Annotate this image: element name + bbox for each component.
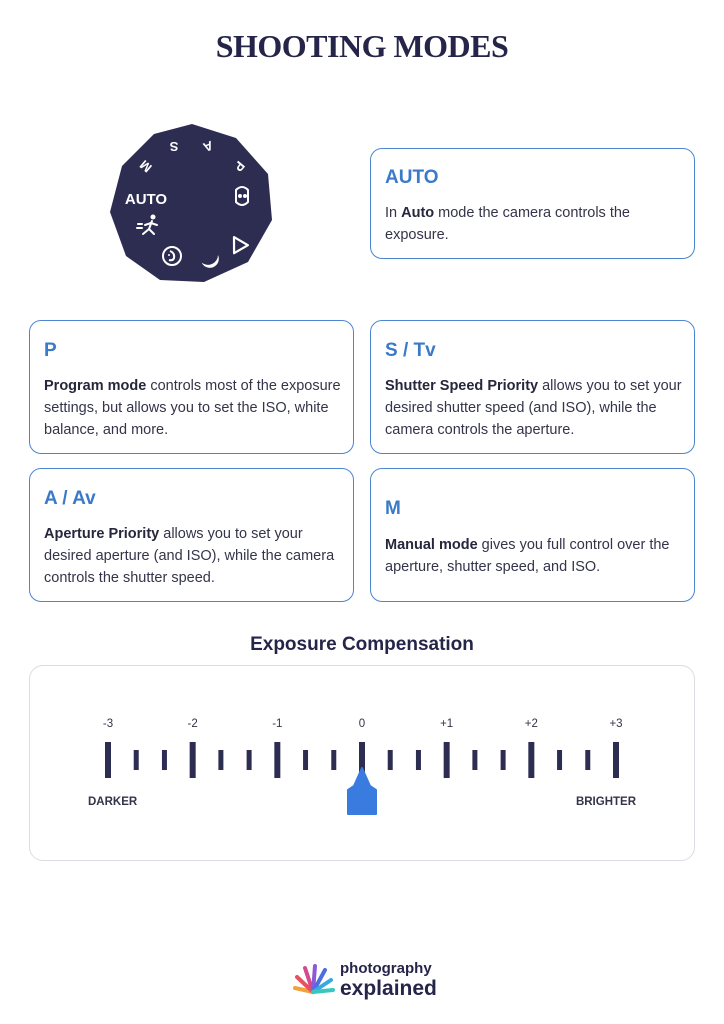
desc-bold: Aperture Priority bbox=[44, 526, 160, 542]
card-shutter-priority bbox=[370, 320, 695, 454]
card-auto bbox=[370, 148, 695, 259]
minor-tick bbox=[303, 750, 308, 770]
desc-bold: Program mode bbox=[44, 378, 147, 394]
card-description bbox=[385, 202, 684, 246]
scale-label: -1 bbox=[272, 718, 283, 730]
card-description bbox=[44, 375, 343, 441]
major-tick bbox=[613, 742, 619, 778]
card-description bbox=[385, 375, 684, 441]
desc-rest: gives you full control over the aperture, shutter speed, and ISO. bbox=[385, 537, 670, 575]
dial-label-a: A bbox=[201, 137, 216, 156]
desc-rest: allows you to set your desired shutter speed (and ISO), while the camera controls the aperture. bbox=[385, 378, 682, 438]
major-tick bbox=[190, 742, 196, 778]
desc-prefix: In bbox=[385, 205, 402, 221]
card-aperture-priority bbox=[29, 468, 354, 602]
card-heading: S / Tv bbox=[385, 340, 436, 361]
desc-bold: Auto bbox=[401, 205, 435, 221]
card-heading: A / Av bbox=[44, 488, 96, 509]
minor-tick bbox=[557, 750, 562, 770]
card-heading: AUTO bbox=[385, 167, 439, 188]
minor-tick bbox=[585, 750, 590, 770]
dial-label-auto: AUTO bbox=[124, 191, 168, 208]
logo-line1: photography bbox=[340, 960, 432, 977]
photography-explained-logo bbox=[288, 960, 438, 1000]
desc-bold: Manual mode bbox=[385, 537, 478, 553]
card-heading: M bbox=[385, 498, 401, 519]
darker-label: DARKER bbox=[88, 796, 138, 808]
scale-label: 0 bbox=[358, 718, 366, 730]
brighter-label: BRIGHTER bbox=[575, 796, 636, 808]
minor-tick bbox=[472, 750, 477, 770]
card-manual bbox=[370, 468, 695, 602]
minor-tick bbox=[416, 750, 421, 770]
major-tick bbox=[274, 742, 280, 778]
scale-label: +3 bbox=[609, 718, 623, 730]
dial-label-s: S bbox=[169, 139, 179, 154]
logo-burst-icon bbox=[290, 962, 336, 998]
minor-tick bbox=[501, 750, 506, 770]
scale-label: +1 bbox=[440, 718, 454, 730]
scale-label: -2 bbox=[187, 718, 198, 730]
desc-rest: allows you to set your desired aperture (and ISO), while the camera controls the shutter speed. bbox=[44, 526, 335, 586]
minor-tick bbox=[331, 750, 336, 770]
page-title: SHOOTING MODES bbox=[215, 28, 509, 64]
desc-rest: controls most of the exposure settings, but allows you to set the ISO, white balance, and more. bbox=[44, 378, 341, 438]
minor-tick bbox=[218, 750, 223, 770]
mode-dial bbox=[108, 124, 276, 284]
card-heading: P bbox=[44, 340, 57, 361]
card-program bbox=[29, 320, 354, 454]
exposure-scale-svg bbox=[30, 666, 696, 862]
desc-bold: Shutter Speed Priority bbox=[385, 378, 539, 394]
scale-label: -3 bbox=[102, 718, 114, 730]
major-tick bbox=[105, 742, 111, 778]
logo-line2: explained bbox=[340, 977, 437, 1000]
minor-tick bbox=[162, 750, 167, 770]
dial-label-p: P bbox=[230, 158, 248, 175]
major-tick bbox=[528, 742, 534, 778]
scale-label: +2 bbox=[524, 718, 538, 730]
logo-wordmark bbox=[340, 960, 437, 1000]
card-description bbox=[44, 523, 343, 589]
exposure-compensation-scale bbox=[29, 665, 695, 861]
exposure-compensation-title: Exposure Compensation bbox=[250, 634, 474, 655]
minor-tick bbox=[247, 750, 252, 770]
exposure-indicator[interactable] bbox=[348, 768, 376, 814]
major-tick bbox=[444, 742, 450, 778]
desc-rest: mode the camera controls the exposure. bbox=[385, 205, 630, 243]
minor-tick bbox=[388, 750, 393, 770]
card-description bbox=[385, 534, 684, 578]
minor-tick bbox=[134, 750, 139, 770]
dial-label-m: M bbox=[136, 157, 155, 176]
